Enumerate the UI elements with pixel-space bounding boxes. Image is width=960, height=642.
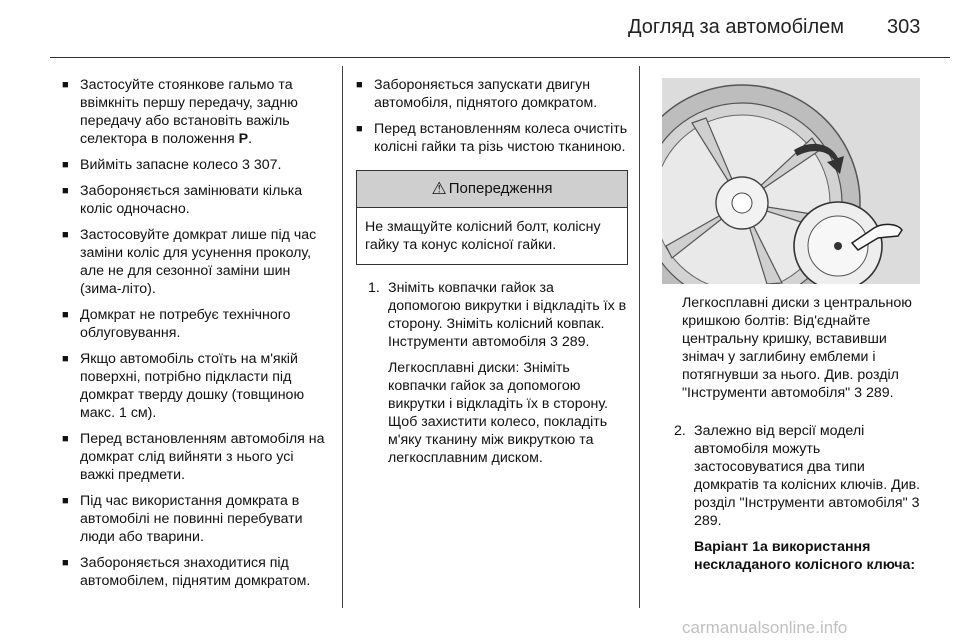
list-item: ■ Вийміть запасне колесо 3 307. [62,156,330,174]
selector-position: P [238,131,249,147]
warning-triangle-icon: ⚠ [431,179,447,198]
column-1 [62,76,330,598]
caption-text: Легкосплавні диски з центральною кришкою болтів: Від'єднайте центральну кришку, вставивши знімач у заглибину емблеми і потягнувши за нього. Див. розділ "Інструменти автомобіля" 3 289. [682,295,912,401]
wheel-center-cap-illustration [662,78,920,284]
column-2 [356,76,628,475]
step-number: 2. [674,423,686,439]
column-divider-left [342,66,343,608]
alloy-note: Легкосплавні диски: Зніміть ковпачки гайок за допомогою викрутки і відкладіть їх в сторону. Щоб захистити колесо, покладіть м'яку тканину між викруткою та легкосплавним диском. [388,360,608,466]
header-rule [50,57,950,58]
variant-heading: Варіант 1а використання нескладаного колісного ключа: [694,539,916,573]
step-text: Зніміть ковпачки гайок за допомогою викрутки і відкладіть їх в сторону. Зніміть колісний ковпак. Інструменти автомобіля 3 289. [388,280,627,350]
warning-header [357,171,627,208]
warning-text: Не змащуйте колісний болт, колісну гайку та конус колісної гайки. [365,219,601,253]
step-2 [662,422,926,574]
list-item: ■ Перед встановленням колеса очистіть колісні гайки та різь чистою тканиною. [356,120,628,156]
list-item: ■ Забороняється знаходитися під автомобілем, піднятим домкратом. [62,554,330,590]
column-3-steps [662,422,926,582]
list-item: ■ Домкрат не потребує технічного облуговування. [62,306,330,342]
list-item: ■ Забороняється замінювати кілька коліс одночасно. [62,182,330,218]
list-item: ■ Під час використання домкрата в автомобілі не повинні перебувати люди або тварини. [62,492,330,546]
list-item: ■ Перед встановленням автомобіля на домкрат слід вийняти з нього усі важкі предмети. [62,430,330,484]
page-number: 303 [887,16,921,38]
page-reference-link[interactable]: 3 307 [241,157,278,173]
step-number: 1. [368,280,380,296]
header-title: Догляд за автомобілем [628,16,845,38]
watermark: carmanualsonline.info [682,618,848,637]
list-item: ■ Якщо автомобіль стоїть на м'якій поверхні, потрібно підкласти під домкрат тверду дошку (товщиною макс. 1 см). [62,350,330,422]
warning-title: Попередження [448,180,553,197]
list-item: ■ Застосуйте стоянкове гальмо та ввімкніть першу передачу, задню передачу або встановіть важіль селектора в положення P. [62,76,330,148]
warning-box [356,170,628,265]
list-item: ■ Застосовуйте домкрат лише під час заміни коліс для усунення проколу, але не для сезонної заміни шин (зима-літо). [62,226,330,298]
list-item: ■ Забороняється запускати двигун автомобіля, піднятого домкратом. [356,76,628,112]
column-divider-right [639,66,640,608]
illustration-caption [682,294,926,410]
step-1 [356,279,628,467]
step-text: Залежно від версії моделі автомобіля можуть застосовуватися два типи домкратів та колісних ключів. Див. розділ "Інструменти автомобіля" 3 289. [694,423,921,529]
